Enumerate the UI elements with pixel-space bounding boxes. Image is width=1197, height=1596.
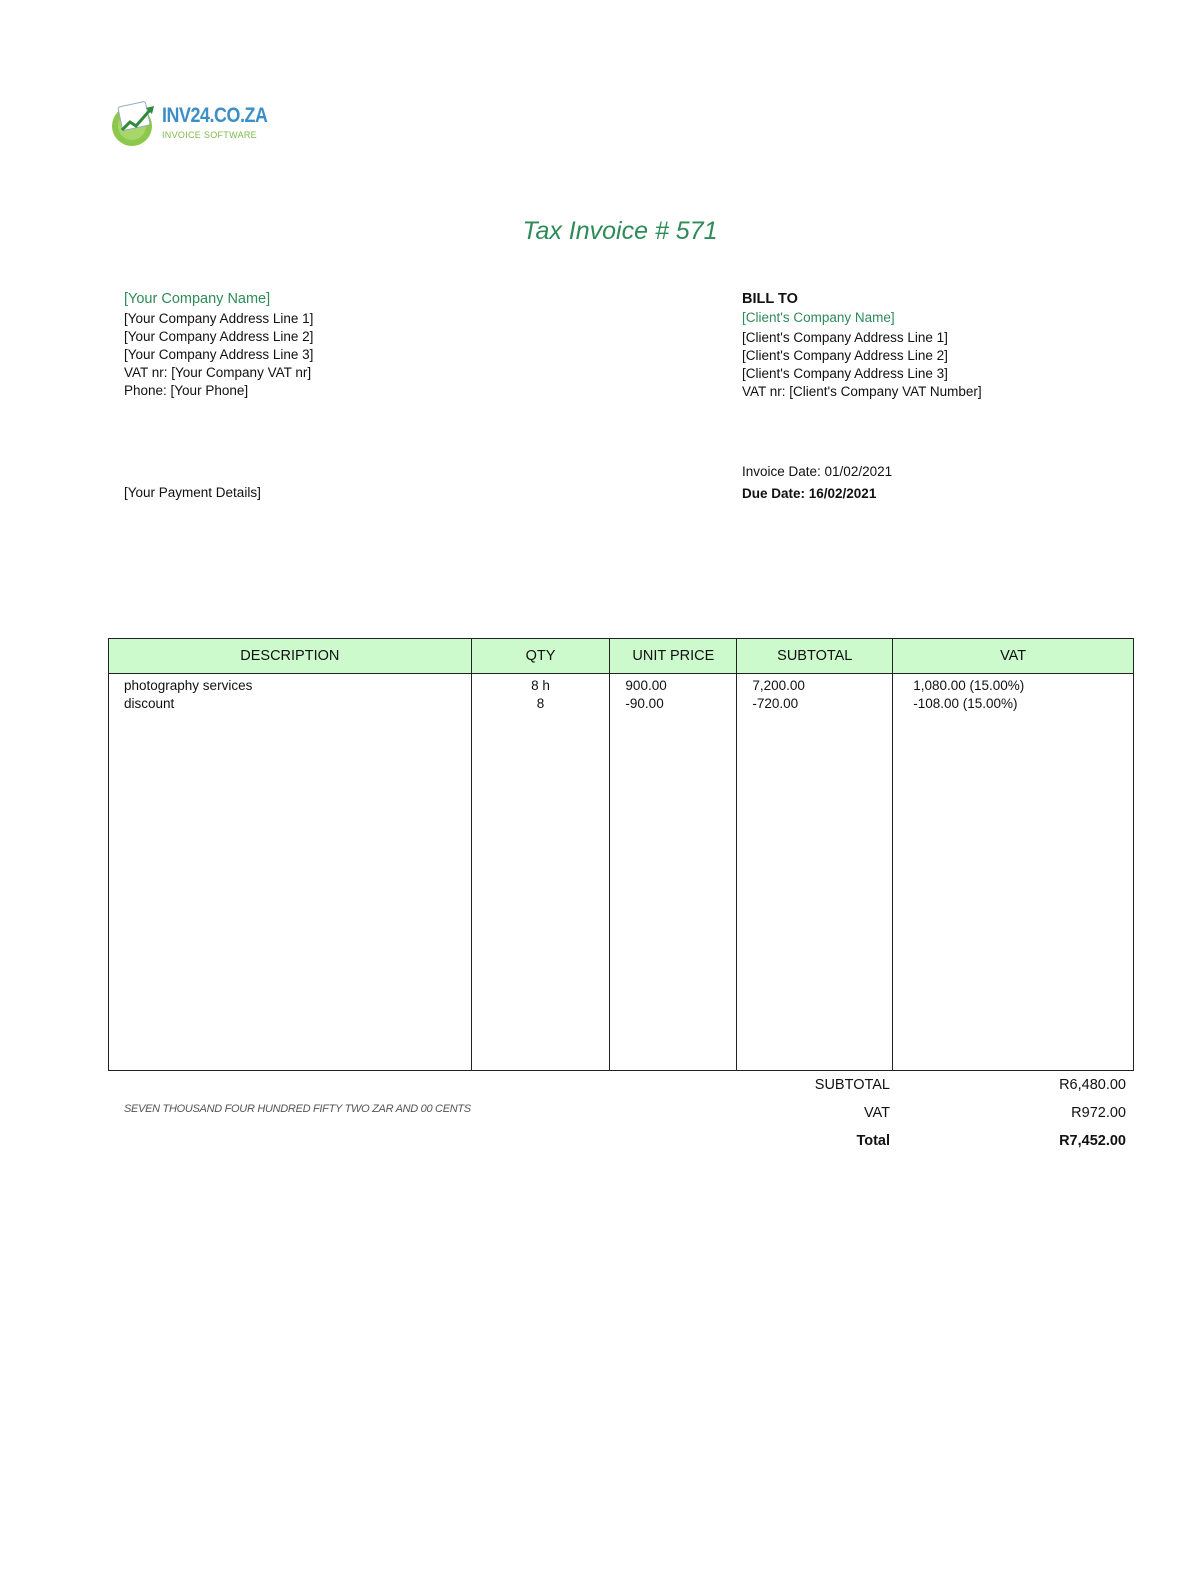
client-company-name: [Client's Company Name]	[742, 310, 895, 325]
totals-block	[760, 1077, 1126, 1161]
table-header-row	[109, 639, 1134, 674]
client-address-line-3: [Client's Company Address Line 3]	[742, 366, 948, 381]
bill-to-label: BILL TO	[742, 291, 798, 307]
client-address-line-1: [Client's Company Address Line 1]	[742, 330, 948, 345]
cell-description: discount	[109, 695, 472, 713]
sender-address-line-1: [Your Company Address Line 1]	[124, 311, 314, 326]
logo	[110, 100, 270, 148]
header-unit-price: UNIT PRICE	[610, 639, 737, 674]
sender-phone: Phone: [Your Phone]	[124, 383, 249, 398]
client-address-line-2: [Client's Company Address Line 2]	[742, 348, 948, 363]
total-value: R7,452.00	[1059, 1133, 1126, 1149]
cell-qty: 8 h	[471, 674, 610, 696]
vat-label: VAT	[863, 1105, 890, 1121]
line-items-table	[108, 638, 1134, 1071]
invoice-date: Invoice Date: 01/02/2021	[742, 464, 893, 479]
cell-subtotal: -720.00	[737, 695, 893, 713]
cell-unit-price: -90.00	[610, 695, 737, 713]
cell-description: photography services	[109, 674, 472, 696]
cell-vat: 1,080.00 (15.00%)	[893, 674, 1134, 696]
header-qty: QTY	[471, 639, 610, 674]
header-description: DESCRIPTION	[109, 639, 472, 674]
header-vat: VAT	[893, 639, 1134, 674]
client-vat: VAT nr: [Client's Company VAT Number]	[742, 384, 982, 399]
invoice-title: Tax Invoice # 571	[522, 217, 718, 245]
sender-vat: VAT nr: [Your Company VAT nr]	[124, 365, 312, 380]
sender-company-name: [Your Company Name]	[124, 291, 271, 307]
logo-tagline: INVOICE SOFTWARE	[162, 130, 257, 140]
vat-row	[760, 1105, 1126, 1133]
subtotal-value: R6,480.00	[1059, 1077, 1126, 1093]
total-row	[760, 1133, 1126, 1161]
payment-details: [Your Payment Details]	[124, 485, 261, 500]
due-date: Due Date: 16/02/2021	[742, 486, 877, 501]
amount-in-words: SEVEN THOUSAND FOUR HUNDRED FIFTY TWO ZAR AND 00 CENTS	[124, 1103, 471, 1115]
cell-unit-price: 900.00	[610, 674, 737, 696]
logo-text: INV24.CO.ZA	[162, 104, 268, 127]
vat-value: R972.00	[1071, 1105, 1126, 1121]
subtotal-row	[760, 1077, 1126, 1105]
dates-block	[742, 461, 892, 505]
logo-icon	[110, 100, 160, 148]
total-label: Total	[856, 1133, 890, 1149]
sender-address-line-2: [Your Company Address Line 2]	[124, 329, 314, 344]
subtotal-label: SUBTOTAL	[814, 1077, 890, 1093]
sender-address-line-3: [Your Company Address Line 3]	[124, 347, 314, 362]
cell-vat: -108.00 (15.00%)	[893, 695, 1134, 713]
table-filler-row	[109, 713, 1134, 1071]
bill-to-block	[742, 290, 982, 401]
table-row	[109, 674, 1134, 696]
header-subtotal: SUBTOTAL	[737, 639, 893, 674]
table-row	[109, 695, 1134, 713]
cell-subtotal: 7,200.00	[737, 674, 893, 696]
sender-block	[124, 290, 313, 400]
cell-qty: 8	[471, 695, 610, 713]
